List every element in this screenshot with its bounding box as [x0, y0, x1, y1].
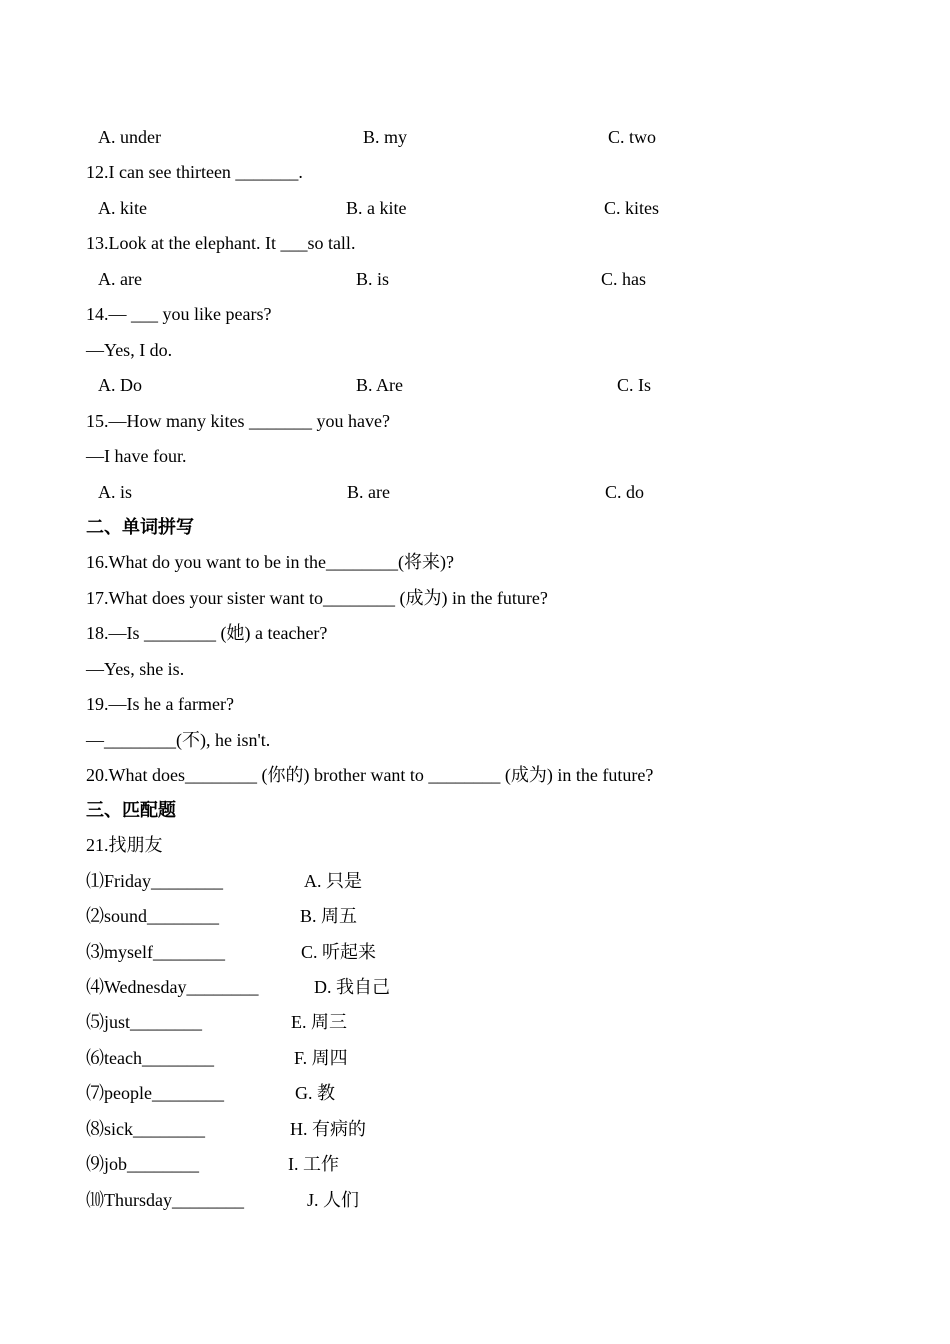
q14-option-c: C. Is: [617, 375, 652, 395]
q19-line: 19.—Is he a farmer?: [86, 694, 234, 714]
match-left-1: ⑴Friday________: [86, 871, 223, 891]
q12-stem: 12.I can see thirteen _______.: [86, 162, 303, 182]
match-right-8: H. 有病的: [290, 1119, 366, 1139]
q15-option-c: C. do: [605, 482, 645, 502]
match-right-2: B. 周五: [300, 906, 358, 926]
match-right-9: I. 工作: [288, 1154, 339, 1174]
match-left-2: ⑵sound________: [86, 906, 220, 926]
q12-option-b: B. a kite: [346, 198, 407, 218]
q14-option-b: B. Are: [356, 375, 403, 395]
q15-stem: 15.—How many kites _______ you have?: [86, 411, 390, 431]
q15-option-b: B. are: [347, 482, 390, 502]
match-right-4: D. 我自己: [314, 977, 390, 997]
match-left-6: ⑹teach________: [86, 1048, 214, 1068]
q12-option-a: A. kite: [98, 198, 147, 218]
q19-reply: —________(不), he isn't.: [86, 730, 271, 750]
match-right-1: A. 只是: [304, 871, 362, 891]
q11-option-b: B. my: [363, 127, 408, 147]
match-left-7: ⑺people________: [86, 1083, 224, 1103]
q11-option-c: C. two: [608, 127, 657, 147]
q18-reply: —Yes, she is.: [86, 659, 185, 679]
q12-option-c: C. kites: [604, 198, 660, 218]
q15-option-a: A. is: [98, 482, 133, 502]
q18-line: 18.—Is ________ (她) a teacher?: [86, 623, 328, 643]
section-3-title: 三、匹配题: [86, 800, 176, 820]
match-left-3: ⑶myself________: [86, 942, 225, 962]
q13-option-c: C. has: [601, 269, 646, 289]
q14-stem: 14.— ___ you like pears?: [86, 304, 272, 324]
q14-reply: —Yes, I do.: [86, 340, 173, 360]
match-right-3: C. 听起来: [301, 942, 377, 962]
match-right-6: F. 周四: [294, 1048, 348, 1068]
match-left-4: ⑷Wednesday________: [86, 977, 259, 997]
q14-option-a: A. Do: [98, 375, 142, 395]
match-right-7: G. 教: [295, 1083, 335, 1103]
q13-option-b: B. is: [356, 269, 390, 289]
match-left-5: ⑸just________: [86, 1012, 203, 1032]
section-2-title: 二、单词拼写: [86, 517, 194, 537]
match-left-9: ⑼job________: [86, 1154, 200, 1174]
q20-line: 20.What does________ (你的) brother want to ________ (成为) in the future?: [86, 765, 654, 785]
q21-question: 21.找朋友: [86, 835, 163, 855]
match-right-10: J. 人们: [307, 1190, 360, 1210]
match-left-10: ⑽Thursday________: [86, 1190, 244, 1210]
q16-line: 16.What do you want to be in the________(将来)?: [86, 552, 454, 572]
q15-reply: —I have four.: [86, 446, 187, 466]
q13-option-a: A. are: [98, 269, 142, 289]
match-right-5: E. 周三: [291, 1012, 347, 1032]
q11-option-a: A. under: [98, 127, 161, 147]
q17-line: 17.What does your sister want to________ (成为) in the future?: [86, 588, 548, 608]
q13-stem: 13.Look at the elephant. It ___so tall.: [86, 233, 356, 253]
match-left-8: ⑻sick________: [86, 1119, 205, 1139]
